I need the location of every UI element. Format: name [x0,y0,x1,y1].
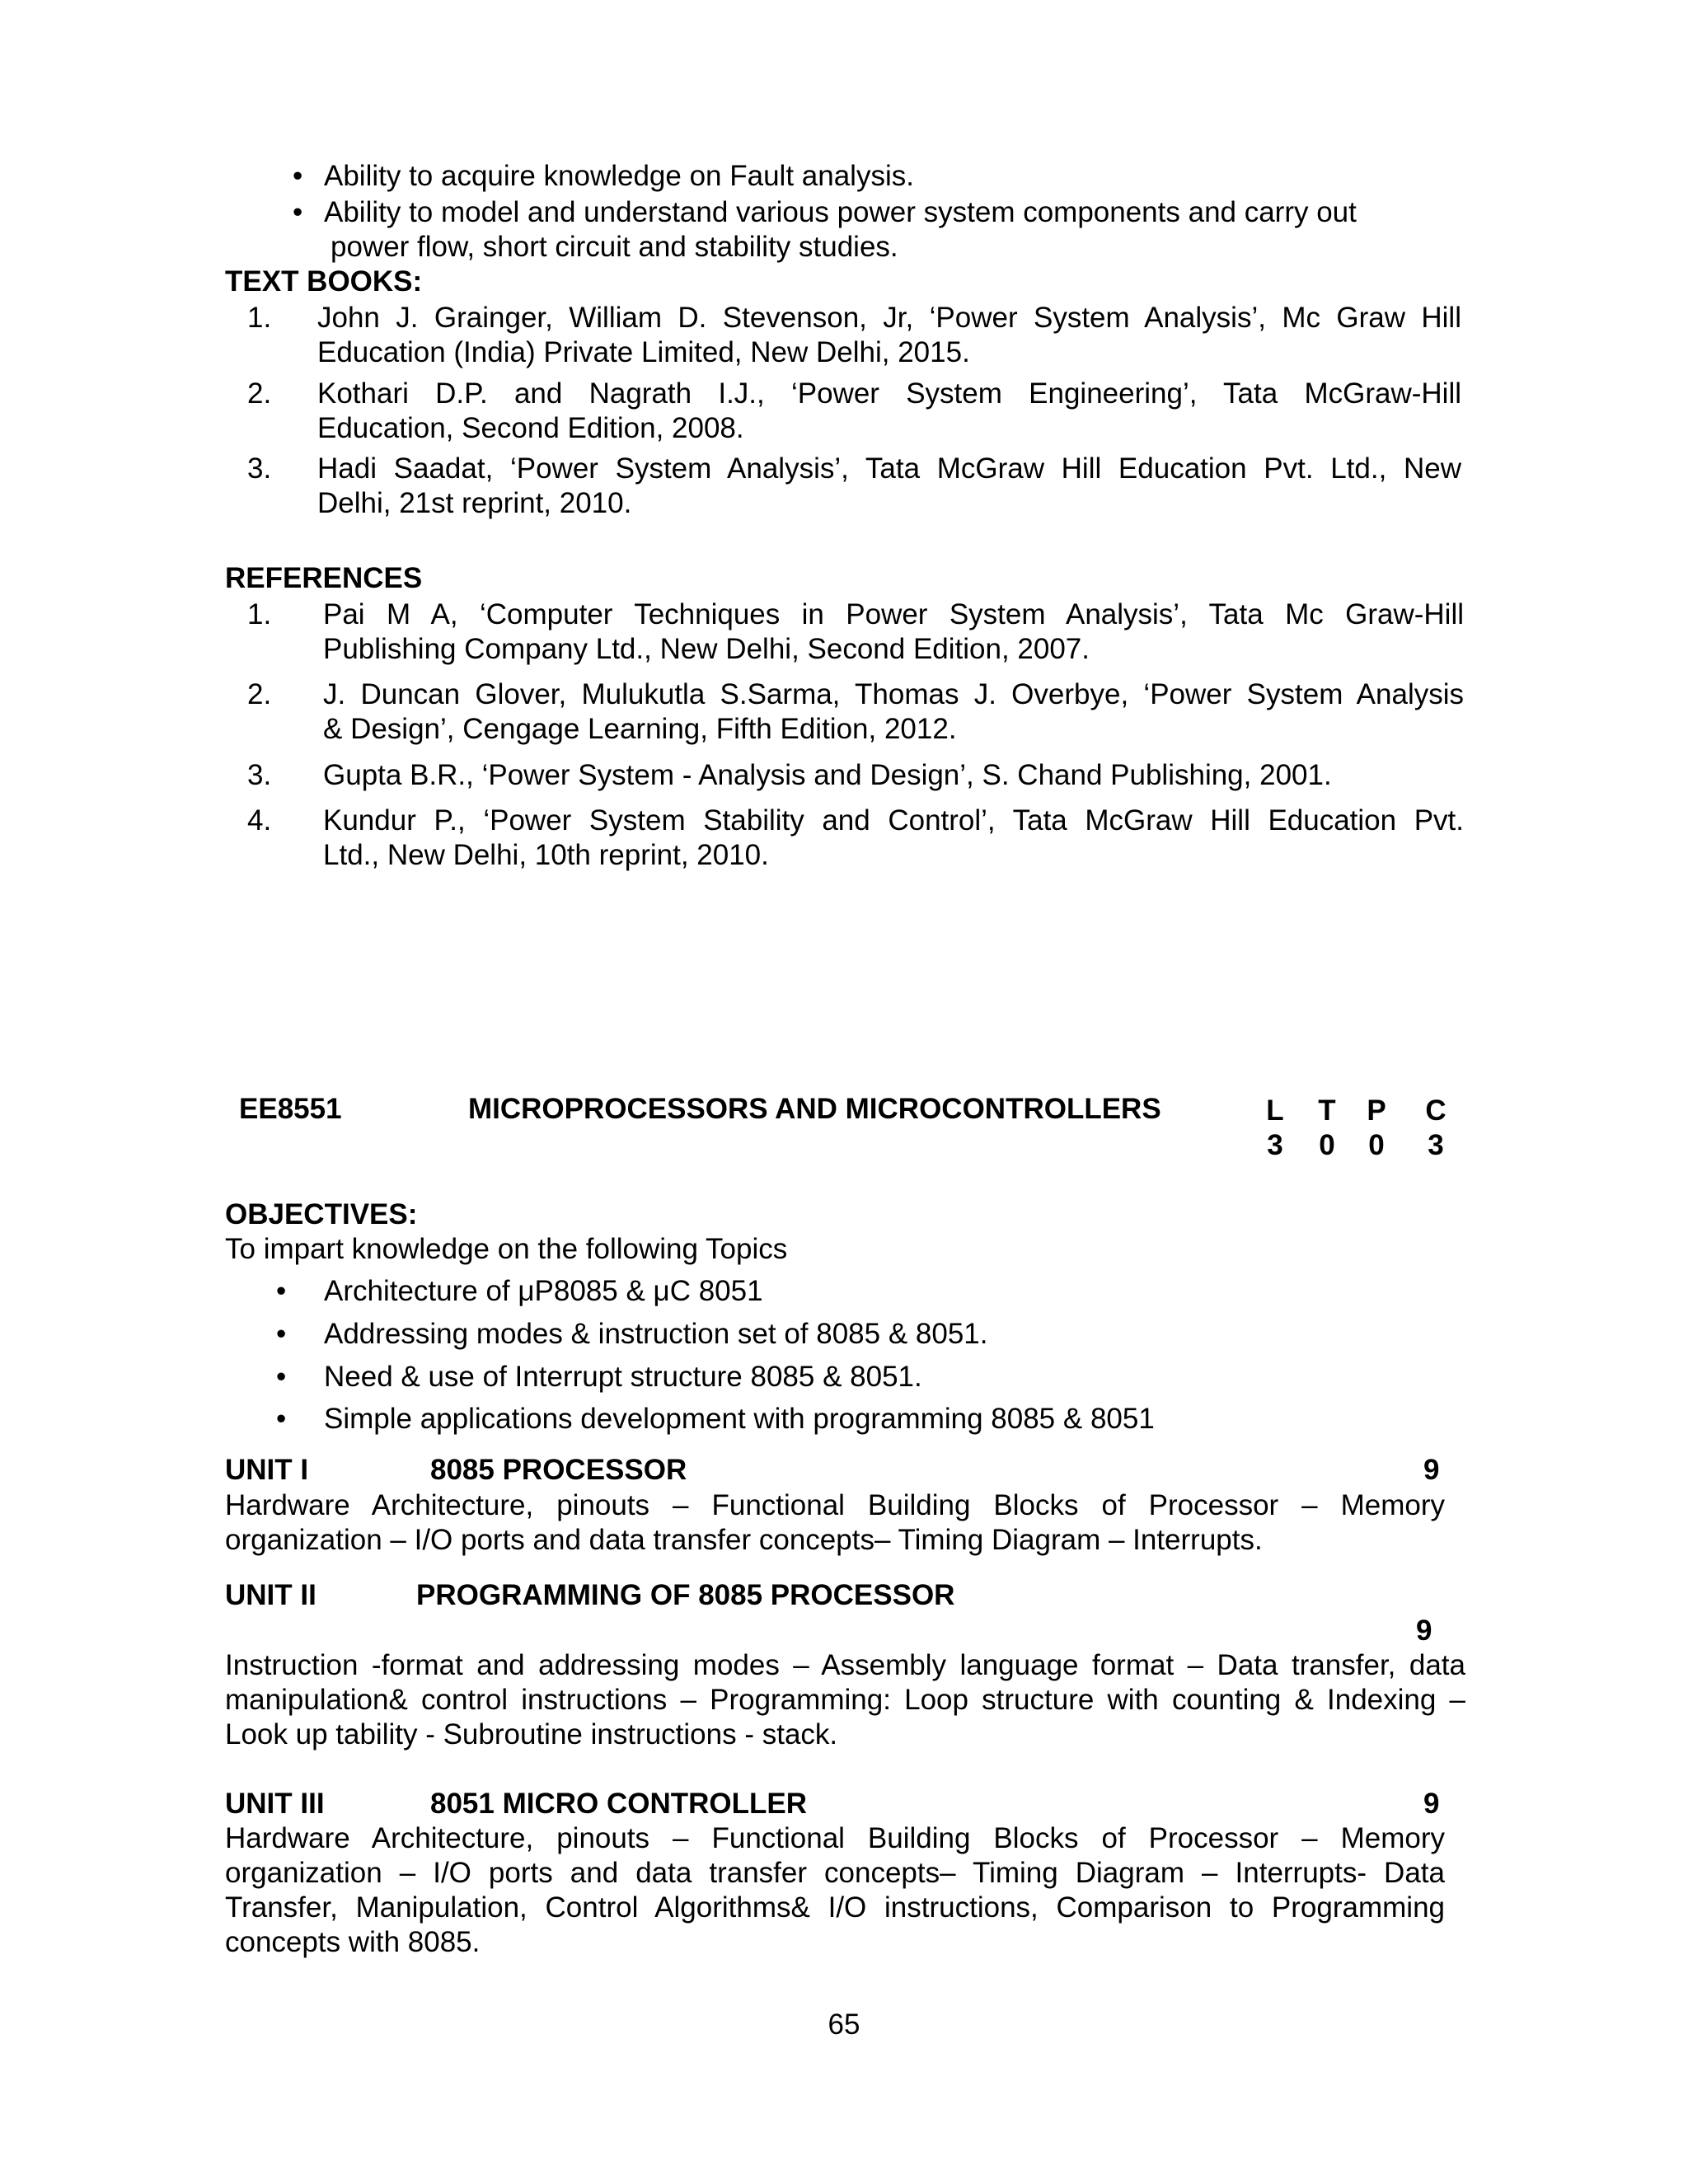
bullet-icon: • [293,196,303,228]
item-number: 3. [247,759,272,791]
text-book-citation [317,452,1461,521]
course-code: EE8551 [239,1093,342,1125]
bullet-icon: • [276,1403,287,1435]
unit-2-description [225,1648,1465,1752]
outcome-line: power flow, short circuit and stability studies. [331,231,898,263]
bullet-icon: • [293,160,303,192]
unit-2-label: UNIT II [225,1579,316,1611]
ltpc-value-t: 0 [1319,1129,1335,1161]
unit-1-label: UNIT I [225,1454,309,1486]
unit-2-title: PROGRAMMING OF 8085 PROCESSOR [416,1579,955,1611]
citation-line: Education (India) Private Limited, New Delhi, 2015. [317,336,970,368]
outcome-text [324,195,1445,265]
description-line: Hardware Architecture, pinouts – Functional Building Blocks of Processor – Memory [225,1489,1445,1521]
ltpc-header-c: C [1425,1094,1447,1127]
description-line: organization – I/O ports and data transfer concepts– Timing Diagram – Interrupts- Data [225,1857,1445,1889]
description-line: concepts with 8085. [225,1926,481,1958]
unit-3-hours: 9 [1423,1788,1440,1820]
ltpc-value-l: 3 [1267,1129,1283,1161]
outcome-line: Ability to model and understand various power system components and carry out [324,196,1357,228]
outcome-text: Ability to acquire knowledge on Fault analysis. [324,160,914,192]
ltpc-header-l: L [1266,1094,1284,1127]
bullet-icon: • [276,1275,287,1307]
ltpc-header-p: P [1367,1094,1386,1127]
bullet-icon: • [276,1318,287,1350]
citation-line: Kundur P., ‘Power System Stability and Control’, Tata McGraw Hill Education Pvt. [323,804,1464,837]
unit-3-title: 8051 MICRO CONTROLLER [430,1788,807,1820]
citation-line: & Design’, Cengage Learning, Fifth Edition, 2012. [323,713,957,745]
ltpc-value-c: 3 [1428,1129,1444,1161]
citation-line: Publishing Company Ltd., New Delhi, Second Edition, 2007. [323,633,1090,665]
citation-line: Education, Second Edition, 2008. [317,412,744,444]
citation-line: J. Duncan Glover, Mulukutla S.Sarma, Thomas J. Overbye, ‘Power System Analysis [323,678,1464,710]
description-line: Look up tability - Subroutine instructions - stack. [225,1718,838,1750]
item-number: 3. [247,452,272,485]
unit-1-hours: 9 [1423,1454,1440,1486]
unit-3-description [225,1821,1445,1960]
bullet-icon: • [276,1361,287,1393]
item-number: 2. [247,377,272,410]
text-book-citation [317,377,1461,446]
description-line: Hardware Architecture, pinouts – Functional Building Blocks of Processor – Memory [225,1822,1445,1854]
objectives-intro: To impart knowledge on the following Topics [225,1233,788,1265]
unit-1-description [225,1488,1445,1558]
citation-line: Delhi, 21st reprint, 2010. [317,487,632,519]
unit-2-hours: 9 [1416,1615,1432,1647]
text-book-citation [317,301,1461,370]
description-line: organization – I/O ports and data transfer concepts– Timing Diagram – Interrupts. [225,1524,1263,1556]
reference-citation [323,677,1464,747]
citation-line: Kothari D.P. and Nagrath I.J., ‘Power System Engineering’, Tata McGraw-Hill [317,377,1461,410]
description-line: Instruction -format and addressing modes – Assembly language format – Data transfer, data [225,1649,1465,1681]
citation-line: John J. Grainger, William D. Stevenson, Jr, ‘Power System Analysis’, Mc Graw Hill [317,302,1461,334]
objective-text: Simple applications development with programming 8085 & 8051 [324,1403,1155,1435]
objective-text: Architecture of μP8085 & μC 8051 [324,1275,763,1307]
ltpc-value-p: 0 [1368,1129,1385,1161]
course-title: MICROPROCESSORS AND MICROCONTROLLERS [468,1093,1161,1125]
objective-text: Need & use of Interrupt structure 8085 & 8051. [324,1361,922,1393]
reference-citation [323,804,1464,873]
objective-text: Addressing modes & instruction set of 8085 & 8051. [324,1318,988,1350]
citation-line: Gupta B.R., ‘Power System - Analysis and Design’, S. Chand Publishing, 2001. [323,759,1332,791]
page-number: 65 [828,2008,860,2041]
text-books-heading: TEXT BOOKS: [225,265,423,298]
description-line: Transfer, Manipulation, Control Algorithms& I/O instructions, Comparison to Programming [225,1891,1445,1924]
citation-line: Ltd., New Delhi, 10th reprint, 2010. [323,839,769,871]
ltpc-header-t: T [1318,1094,1336,1127]
item-number: 1. [247,598,272,630]
citation-line: Pai M A, ‘Computer Techniques in Power System Analysis’, Tata Mc Graw-Hill [323,598,1464,630]
reference-citation [323,758,1464,793]
reference-citation [323,598,1464,667]
unit-1-title: 8085 PROCESSOR [430,1454,687,1486]
objectives-heading: OBJECTIVES: [225,1198,418,1230]
references-heading: REFERENCES [225,562,423,594]
item-number: 2. [247,678,272,710]
item-number: 1. [247,302,272,334]
unit-3-label: UNIT III [225,1788,325,1820]
item-number: 4. [247,804,272,837]
description-line: manipulation& control instructions – Programming: Loop structure with counting & Indexing – [225,1684,1465,1716]
citation-line: Hadi Saadat, ‘Power System Analysis’, Tata McGraw Hill Education Pvt. Ltd., New [317,452,1461,485]
